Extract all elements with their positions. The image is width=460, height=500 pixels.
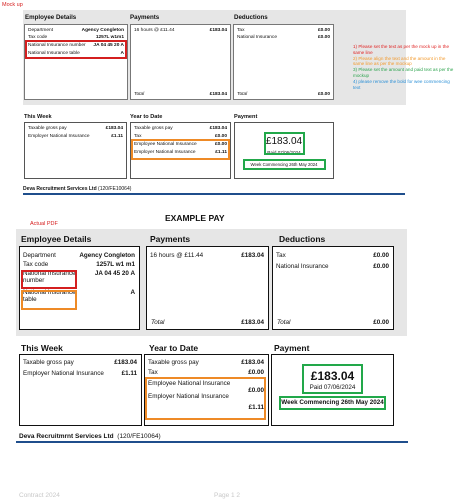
pdf-ni-table-label-line2: table <box>23 296 37 303</box>
pdf-payments-box <box>146 246 269 330</box>
pdf-deductions-total-label: Total <box>277 319 291 326</box>
pdf-deductions-heading: Deductions <box>279 234 326 244</box>
mock-this-week-heading: This Week <box>24 114 52 120</box>
mock-tw-gross-value: £183.04 <box>105 126 123 131</box>
mock-ytd-ee-ni-value: £0.00 <box>214 142 227 147</box>
pdf-ni-number-highlight-red <box>21 270 77 289</box>
mock-ytd-er-ni-value: £1.11 <box>215 150 227 155</box>
pdf-ni-table-label: National Insurance <box>23 289 76 296</box>
pdf-ytd-gross-value: £183.04 <box>241 359 264 366</box>
pdf-ni-table-value: A <box>130 289 135 296</box>
pdf-department-label: Department <box>23 252 56 259</box>
mock-ni-table-value: A <box>120 51 124 56</box>
pdf-ytd-er-ni-value: £1.11 <box>248 404 264 411</box>
pdf-tw-gross-label: Taxable gross pay <box>23 359 74 366</box>
mock-footer <box>23 186 131 192</box>
mock-footer-company: Deva Recruitment Services Ltd <box>23 186 97 192</box>
mock-ytd-gross-value: £183.04 <box>209 126 227 131</box>
mock-payment-row-value: £183.04 <box>209 28 227 33</box>
mock-week-commencing: Week Commencing 26th May 2024 <box>250 162 318 167</box>
actual-pdf-label: Actual PDF <box>30 221 58 227</box>
mock-ytd-ee-ni-label: Employee National Insurance <box>134 142 197 147</box>
mock-tw-er-ni-value: £1.11 <box>111 134 123 139</box>
mockup-label: Mock up <box>2 2 23 8</box>
pdf-footer-ref: (120/FE10064) <box>117 433 161 440</box>
pdf-taxcode-label: Tax code <box>23 261 49 268</box>
pdf-taxcode-value: 1257L w1 m1 <box>96 261 135 268</box>
note-4: 4) please remove the bold for wee commencing text <box>353 79 450 90</box>
mock-tax-label: Tax <box>237 28 245 33</box>
pdf-ytd-gross-label: Taxable gross pay <box>148 359 199 366</box>
pdf-employee-heading: Employee Details <box>21 234 92 244</box>
pdf-ni-table-highlight-orange <box>21 290 77 310</box>
mock-this-week-box <box>24 122 127 179</box>
pdf-ni-value: £0.00 <box>373 263 389 270</box>
pdf-ni-number-value: JA 04 45 20 A <box>94 270 135 277</box>
mock-payments-box <box>130 24 231 100</box>
mock-amount-highlight-green <box>264 132 305 155</box>
mock-ytd-er-ni-label: Employer National Insurance <box>134 150 196 155</box>
pdf-payments-heading: Payments <box>150 234 191 244</box>
pdf-ni-number-label-line2: number <box>23 277 45 284</box>
pdf-ytd-tax-value: £0.00 <box>248 369 264 376</box>
mock-ni-highlight-red <box>25 40 127 59</box>
mock-footer-ref: (120/FE10064) <box>98 186 132 192</box>
mock-payment-row-label: 16 hours @ £11.44 <box>134 28 175 33</box>
mock-taxcode-value: 1257L w1m1 <box>95 35 124 40</box>
faded-footer-left: Contract 2024 <box>19 492 60 499</box>
mock-tw-er-ni-label: Employer National Insurance <box>28 134 90 139</box>
mock-week-highlight-green <box>243 159 326 170</box>
pdf-ni-number-label: National Insurance <box>23 270 76 277</box>
mock-paid-date: Paid 07/06/2024 <box>267 150 301 155</box>
mock-payment-heading: Payment <box>234 114 258 120</box>
pdf-this-week-box <box>19 354 142 426</box>
note-1: 1) Please set the text as per the mock up in the same line <box>353 44 450 55</box>
pdf-ytd-heading: Year to Date <box>149 343 199 353</box>
pdf-payment-heading: Payment <box>274 343 310 353</box>
pdf-paid-date: Paid 07/06/2024 <box>309 384 356 391</box>
pdf-ytd-highlight-orange <box>145 377 266 420</box>
review-notes <box>353 44 457 91</box>
pdf-payment-row-label: 16 hours @ £11.44 <box>150 252 204 259</box>
mock-ytd-highlight-orange <box>131 139 230 160</box>
mock-footer-rule <box>23 193 405 195</box>
pdf-payments-total-label: Total <box>151 319 165 326</box>
pdf-payment-row-value: £183.04 <box>241 252 264 259</box>
faded-footer-right: Page 1 2 <box>214 492 241 499</box>
mock-ytd-gross-label: Taxable gross pay <box>134 126 173 131</box>
pdf-ytd-ee-ni-value: £0.00 <box>248 387 264 394</box>
pdf-deductions-box <box>272 246 394 330</box>
pdf-ytd-er-ni-label: Employer National Insurance <box>148 393 229 400</box>
note-3: 3) Please set the amount and paid text as per the mockup <box>353 67 454 78</box>
mock-tw-gross-label: Taxable gross pay <box>28 126 67 131</box>
mock-ni-value: £0.00 <box>317 35 330 40</box>
pdf-payments-total-value: £183.04 <box>241 319 264 326</box>
pdf-footer-company: Deva Recruitmrnt Services Ltd <box>19 433 114 440</box>
mock-payments-heading: Payments <box>130 14 160 21</box>
pdf-department-value: Agency Congleton <box>79 252 135 259</box>
mock-ytd-tax-value: £0.00 <box>214 134 227 139</box>
mock-payment-amount: £183.04 <box>265 136 303 147</box>
pdf-amount-highlight-green <box>302 364 363 394</box>
pdf-tw-gross-value: £183.04 <box>114 359 137 366</box>
pdf-tw-er-ni-value: £1.11 <box>121 370 137 377</box>
pdf-footer-rule <box>16 441 408 443</box>
mock-payments-total-value: £183.04 <box>209 92 227 97</box>
mock-ni-table-label: National Insurance table <box>28 51 80 56</box>
pdf-week-highlight-green <box>279 396 386 410</box>
mock-ni-label: National Insurance <box>237 35 277 40</box>
pdf-tax-label: Tax <box>276 252 286 259</box>
pdf-tax-value: £0.00 <box>373 252 389 259</box>
mock-department-value: Agency Congleton <box>81 28 124 33</box>
mock-ni-number-label: National Insurance number <box>28 43 86 48</box>
mock-ytd-heading: Year to Date <box>130 114 163 120</box>
pdf-week-commencing: Week Commencing 26th May 2024 <box>281 399 384 406</box>
pdf-ytd-tax-label: Tax <box>148 369 158 376</box>
pdf-tw-er-ni-label: Employer National Insurance <box>23 370 104 377</box>
pdf-footer <box>19 433 161 440</box>
pdf-ni-label: National Insurance <box>276 263 329 270</box>
mock-department-label: Department <box>28 28 54 33</box>
pdf-deductions-total-value: £0.00 <box>373 319 389 326</box>
pdf-ytd-ee-ni-label: Employee National Insurance <box>148 380 231 387</box>
mock-ytd-tax-label: Tax <box>134 134 142 139</box>
mock-payments-total-label: Total <box>134 92 145 97</box>
mock-deductions-total-value: £0.00 <box>317 92 330 97</box>
mock-employee-heading: Employee Details <box>25 14 77 21</box>
mock-deductions-box <box>233 24 334 100</box>
mock-employee-box <box>24 24 128 100</box>
pdf-this-week-heading: This Week <box>21 343 63 353</box>
mock-ni-number-value: JA 04 45 20 A <box>93 43 124 48</box>
mock-tax-value: £0.00 <box>317 28 330 33</box>
mock-deductions-heading: Deductions <box>234 14 268 21</box>
mock-deductions-total-label: Total <box>237 92 248 97</box>
note-2: 2) Please align the text and the amount in the same line as per the mockup <box>353 55 446 67</box>
mock-taxcode-label: Tax code <box>28 35 48 40</box>
example-pay-title: EXAMPLE PAY <box>165 213 225 223</box>
pdf-payment-amount: £183.04 <box>310 369 355 383</box>
